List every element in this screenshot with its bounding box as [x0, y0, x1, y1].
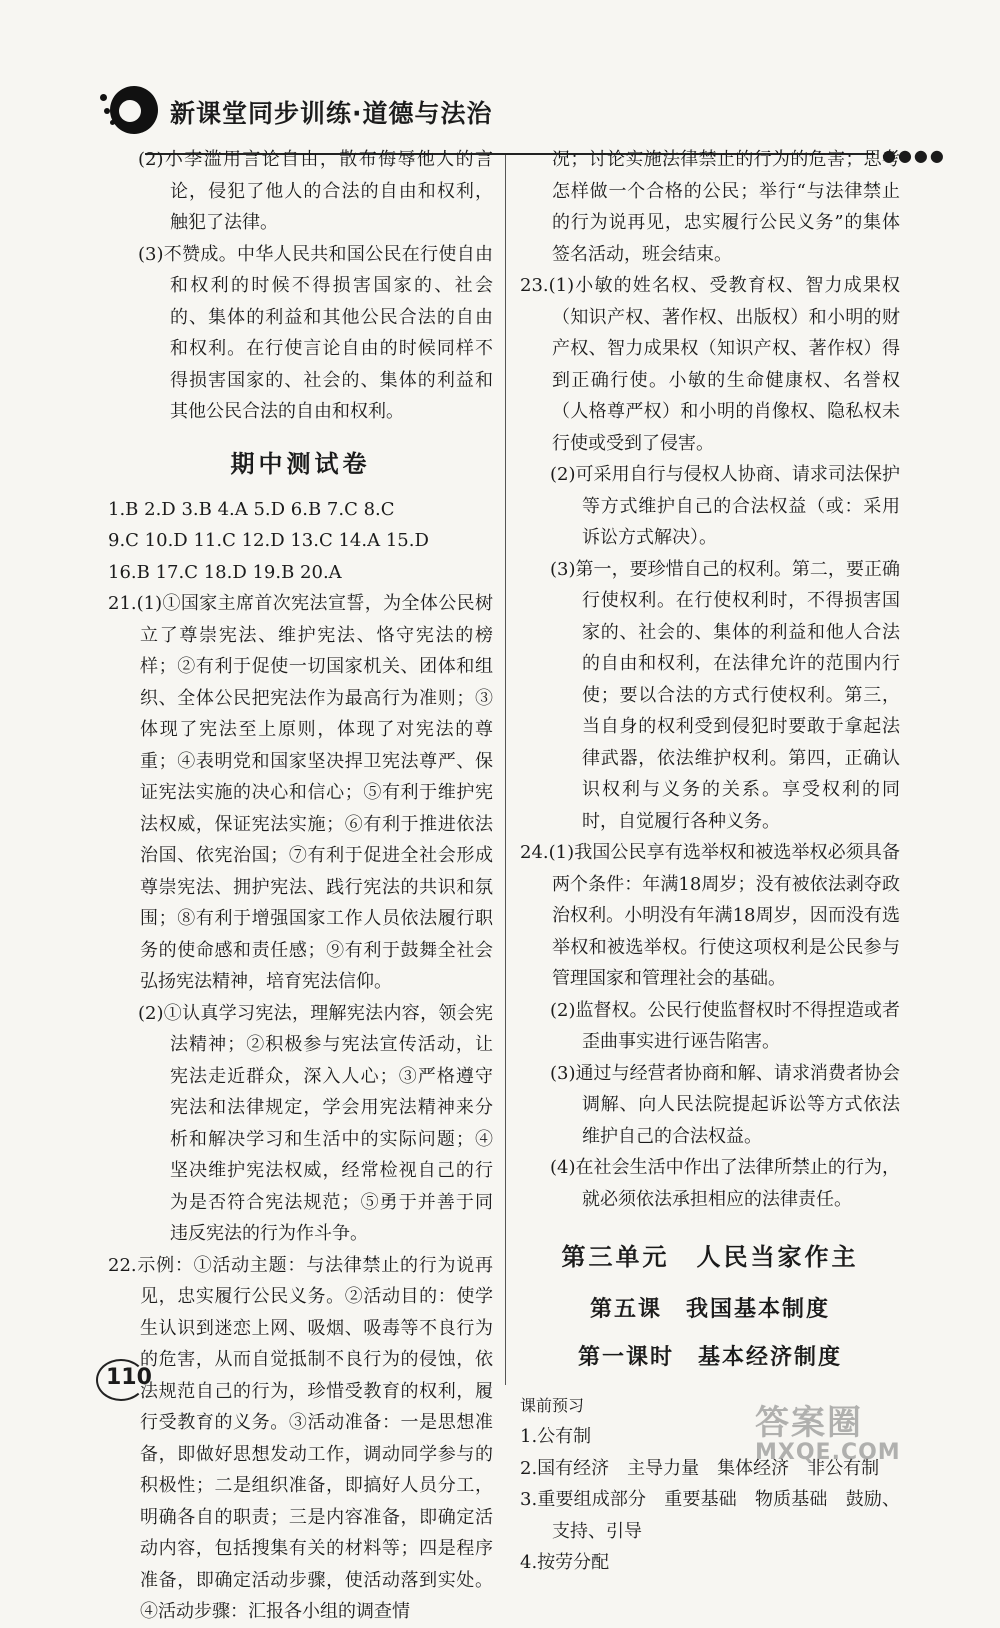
preview-item: 2.国有经济 主导力量 集体经济 非公有制	[520, 1457, 880, 1479]
page-number: 110	[106, 1365, 152, 1390]
lesson-title: 第五课 我国基本制度	[589, 1297, 830, 1322]
midterm-title: 期中测试卷	[230, 449, 371, 478]
mc-answers-line: 9.C 10.D 11.C 12.D 13.C 14.A 15.D	[108, 530, 429, 551]
answer-q24-part4: (4)在社会生活中作出了法律所禁止的行为，就必须依法承担相应的法律责任。	[550, 1157, 900, 1210]
preview-item: 4.按劳分配	[520, 1552, 610, 1573]
answer-q24-part1: 24.(1)我国公民享有选举权和被选举权必须具备两个条件：年满18周岁；没有被依法剥夺政治权利。小明没有年满18周岁，因而没有选举权和被选举权。行使这项权利是公民参与管理国家和管理社会的基础。	[520, 842, 900, 989]
answer-q24-part3: (3)通过与经营者协商和解、请求消费者协会调解、向人民法院提起诉讼等方式依法维护自己的合法权益。	[550, 1062, 900, 1147]
period-title: 第一课时 基本经济制度	[577, 1345, 842, 1370]
mc-answers-line: 16.B 17.C 18.D 19.B 20.A	[108, 561, 342, 583]
answer-q22-continued: 况；讨论实施法律禁止的行为的危害；思考怎样做一个合格的公民；举行“与法律禁止的行为说再见，忠实履行公民义务”的集体签名活动，班会结束。	[552, 149, 900, 265]
watermark-logo	[755, 1395, 985, 1475]
answer-q23-part3: (3)第一，要珍惜自己的权利。第二，要正确行使权利。在行使权利时，不得损害国家的、社会的、集体的利益和他人合法的自由和权利，在法律允许的范围内行使；要以合法的方式行使权利。第三，当自身的权利受到侵犯时要敢于拿起法律武器，依法维护权利。第四，正确认识权利与义务的关系。享受权利的同时，自觉履行各种义务。	[550, 558, 900, 832]
preview-heading: 课前预习	[520, 1396, 585, 1415]
left-column	[108, 144, 493, 1628]
header-end-dots: ●●●●	[882, 146, 946, 165]
answer-q21-part2: (2)①认真学习宪法，理解宪法内容，领会宪法精神；②积极参与宪法宣传活动，让宪法走近群众，深入人心；③严格遵守宪法和法律规定，学会用宪法精神来分析和解决学习和生活中的实际问题；④坚决维护宪法权威，经常检视自己的行为是否符合宪法规范；⑤勇于并善于同违反宪法的行为作斗争。	[138, 1002, 493, 1244]
book-logo-icon	[110, 86, 158, 134]
preview-item: 3.重要组成部分 重要基础 物质基础 鼓励、支持、引导	[520, 1489, 900, 1542]
answer-q24-part2: (2)监督权。公民行使监督权时不得捏造或者歪曲事实进行诬告陷害。	[550, 999, 900, 1052]
answer-q22: 22.示例：①活动主题：与法律禁止的行为说再见，忠实履行公民义务。②活动目的：使学生认识到迷恋上网、吸烟、吸毒等不良行为的危害，从而自觉抵制不良行为的侵蚀，依法规范自己的行为，珍惜受教育的权利，履行受教育的义务。③活动准备：一是思想准备，即做好思想发动工作，调动同学参与的积极性；二是组织准备，即搞好人员分工，明确各自的职责；三是内容准备，即确定活动内容，包括搜集有关的材料等；四是程序准备，即确定活动步骤，使活动落到实处。④活动步骤：汇报各小组的调查情	[108, 1254, 493, 1622]
answer-paragraph: (3)不赞成。中华人民共和国公民在行使自由和权利的时候不得损害国家的、社会的、集体的利益和其他公民合法的自由和权利。在行使言论自由的时候同样不得损害国家的、社会的、集体的利益和其他公民合法的自由和权利。	[138, 243, 493, 422]
unit-title: 第三单元 人民当家作主	[561, 1243, 859, 1271]
answer-q21-part1: 21.(1)①国家主席首次宪法宣誓，为全体公民树立了尊崇宪法、维护宪法、恪守宪法的榜样；②有利于促使一切国家机关、团体和组织、全体公民把宪法作为最高行为准则；③体现了宪法至上原则，体现了对宪法的尊重；④表明党和国家坚决捍卫宪法尊严、保证宪法实施的决心和信心；⑤有利于维护宪法权威，保证宪法实施；⑥有利于推进依法治国、依宪治国；⑦有利于促进全社会形成尊崇宪法、拥护宪法、践行宪法的共识和氛围；⑧有利于增强国家工作人员依法履行职务的使命感和责任感；⑨有利于鼓舞全社会弘扬宪法精神，培育宪法信仰。	[108, 593, 493, 992]
watermark-url: MXQE.COM	[755, 1440, 901, 1465]
answer-q23-part2: (2)可采用自行与侵权人协商、请求司法保护等方式维护自己的合法权益（或：采用诉讼方式解决）。	[550, 464, 900, 548]
header-title: 新课堂同步训练·道德与法治	[170, 99, 493, 128]
mc-answers-line: 1.B 2.D 3.B 4.A 5.D 6.B 7.C 8.C	[108, 498, 395, 520]
answer-paragraph: (2)小李滥用言论自由，散布侮辱他人的言论，侵犯了他人的合法的自由和权利，触犯了法律。	[138, 149, 493, 233]
right-column	[520, 144, 900, 1579]
watermark-text: 答案圈	[755, 1403, 863, 1443]
column-divider	[505, 155, 506, 1385]
preview-item: 1.公有制	[520, 1426, 592, 1447]
answer-q23-part1: 23.(1)小敏的姓名权、受教育权、智力成果权（知识产权、著作权、出版权）和小明的财产权、智力成果权（知识产权、著作权）得到正确行使。小敏的生命健康权、名誉权（人格尊严权）和小明的肖像权、隐私权未行使或受到了侵害。	[520, 275, 900, 454]
